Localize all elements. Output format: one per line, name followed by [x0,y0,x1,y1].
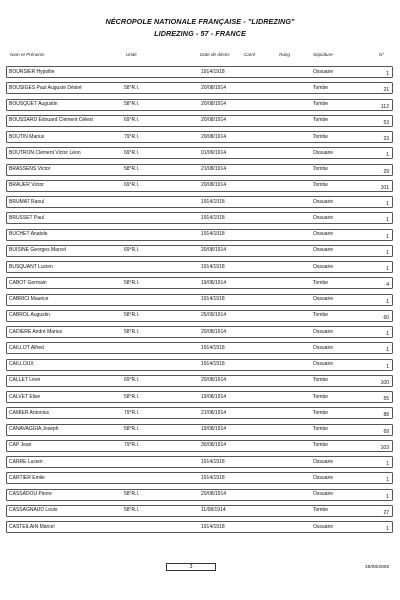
record-name: BUCHET Anatole [9,231,48,237]
record-number: 88 [383,412,389,419]
record-burial-type: Ossuaire [313,231,334,237]
record-unit: 58°R.I. [124,491,140,497]
record-row [0,422,400,438]
record-death-date: 20/08/1914 [201,133,227,140]
record-death-date: 19/08/1914 [201,426,227,432]
record-name: CABROL Augustin [9,312,50,319]
record-name: BOUTIN Marius [9,133,45,140]
record-death-date: 1914/1918 [201,344,225,351]
record-death-date: 1914/1918 [201,523,225,530]
record-death-date: 20/08/1914 [201,491,227,497]
record-row-frame [6,196,393,208]
record-burial-type: Tombe [313,101,329,107]
record-burial-type: Ossuaire [313,296,334,302]
record-row [0,324,400,340]
record-row [0,292,400,308]
record-row-frame [6,310,393,322]
record-burial-type: Ossuaire [313,263,334,270]
record-name: BOUTRON Clément Victor Léon [9,149,81,156]
record-row [0,194,400,210]
record-number: 1 [386,347,389,354]
record-row-frame [6,277,393,289]
page-subtitle: LIDREZING - 57 - FRANCE [154,29,246,38]
record-name: CAMIER Antonius [9,409,50,416]
record-number: 1 [386,363,389,370]
record-row-frame [6,391,393,403]
record-row-frame [6,505,393,517]
record-unit: 58°R.I. [124,84,140,91]
record-name: BRUSSET Paul [9,214,44,221]
record-row [0,357,400,373]
record-burial-type: Tombe [313,166,329,172]
record-row [0,340,400,356]
record-number: 53 [383,119,389,126]
record-number: 1 [386,249,389,256]
record-death-date: 20/08/1914 [201,84,227,91]
record-row [0,97,400,113]
record-row [0,80,400,96]
record-name: CAP Jean [9,442,32,449]
record-death-date: 1914/1918 [201,214,225,221]
record-number: 101 [380,184,389,191]
record-burial-type: Ossuaire [313,149,334,156]
record-burial-type: Ossuaire [313,247,334,254]
record-name: BOURSIER Hypolite [9,68,55,75]
column-header-date: Date de décès [200,52,230,57]
record-unit: 69°R.I. [124,182,140,189]
record-row-frame [6,180,393,192]
record-row [0,405,400,421]
record-burial-type: Tombe [313,393,329,400]
record-unit: 69°R.I. [124,377,140,384]
record-death-date: 1914/1918 [201,474,225,481]
record-unit: 79°R.I. [124,133,140,140]
record-death-date: 1914/1918 [201,68,225,75]
record-unit: 58°R.I. [124,312,140,319]
record-death-date: 1914/1918 [201,263,225,270]
record-burial-type: Tombe [313,279,329,286]
record-row [0,64,400,80]
record-burial-type: Ossuaire [313,198,334,205]
record-row-frame [6,489,393,501]
record-death-date: 1914/1918 [201,231,225,237]
record-name: BUSQUANT Lucien [9,263,53,270]
record-death-date: 20/08/1914 [201,247,227,254]
record-death-date: 1914/1918 [201,361,225,367]
record-name: BRUMAT Raoul [9,198,45,205]
record-burial-type: Ossuaire [313,344,334,351]
record-number: 1 [386,298,389,305]
record-burial-type: Ossuaire [313,491,334,497]
record-number: 29 [383,168,389,175]
record-row [0,389,400,405]
record-burial-type: Tombe [313,442,329,449]
record-row [0,503,400,519]
record-unit: 69°R.I. [124,149,140,156]
record-name: CADIERE André Marius [9,328,63,335]
record-unit: 58°R.I. [124,426,140,432]
record-unit: 58°R.I. [124,507,140,514]
record-name: BRASSENS Victor [9,166,51,172]
column-header-unite: Unité [126,52,137,57]
record-row [0,275,400,291]
record-name: CASSAGNAUD Louis [9,507,58,514]
record-death-date: 30/08/1914 [201,442,227,449]
record-burial-type: Tombe [313,182,329,189]
burial-records-list [0,64,400,535]
record-name: CANAVAGGIA Joseph [9,426,59,432]
record-death-date: 1914/1918 [201,198,225,205]
page-title: NÉCROPOLE NATIONALE FRANÇAISE - "LIDREZING" [105,17,295,26]
record-name: CAILLOUX [9,361,34,367]
record-row-frame [6,359,393,371]
record-burial-type: Ossuaire [313,214,334,221]
record-row [0,210,400,226]
record-death-date: 20/08/1914 [201,182,227,189]
record-burial-type: Ossuaire [313,328,334,335]
record-number: 1 [386,217,389,224]
record-row [0,487,400,503]
record-unit: 58°R.I. [124,166,140,172]
record-burial-type: Ossuaire [313,361,334,367]
record-name: CALVET Elise [9,393,41,400]
record-row-frame [6,342,393,354]
record-number: 1 [386,461,389,467]
record-name: CARRE Lucien [9,458,43,465]
record-name: CASTEILAIN Marcel [9,523,55,530]
record-unit: 58°R.I. [124,279,140,286]
record-name: CALLET Léon [9,377,41,384]
record-number: 100 [380,379,389,386]
record-row [0,470,400,486]
record-row [0,243,400,259]
record-number: 1 [386,152,389,159]
record-row-frame [6,521,393,533]
record-number: 55 [383,396,389,402]
record-name: CABRICI Maurice [9,296,49,302]
print-date: 28/08/2008 [364,565,389,570]
record-row-frame [6,212,393,224]
record-row [0,129,400,145]
record-row-frame [6,66,393,78]
record-death-date: 19/08/1914 [201,279,227,286]
record-row-frame [6,456,393,468]
record-death-date: 20/08/1914 [201,101,227,107]
record-row [0,113,400,129]
record-burial-type: Tombe [313,507,329,514]
record-burial-type: Tombe [313,133,329,140]
record-number: 27 [383,509,389,516]
record-death-date: 19/08/1914 [201,393,227,400]
record-row-frame [6,326,393,338]
record-number: 23 [383,136,389,142]
record-name: CABOT Germain [9,279,47,286]
record-death-date: 25/09/1914 [201,312,227,319]
record-number: 1 [386,233,389,240]
record-row-frame [6,229,393,241]
record-row-frame [6,99,393,111]
record-number: 1 [386,266,389,272]
record-name: BUISINE Georges Marcel [9,247,66,254]
record-death-date: 1914/1918 [201,296,225,302]
record-name: CARTIER Emile [9,474,45,481]
record-row [0,373,400,389]
record-unit: 58°R.I. [124,101,140,107]
record-burial-type: Tombe [313,377,329,384]
column-header-row [0,52,400,62]
record-number: 1 [386,477,389,484]
record-number: 1 [386,526,389,532]
record-name: CAILLOT Alfred [9,344,44,351]
record-row-frame [6,472,393,484]
record-burial-type: Tombe [313,409,329,416]
record-row-frame [6,440,393,452]
page-number: 3 [189,564,193,570]
record-number: 60 [383,314,389,321]
record-row [0,519,400,535]
page-number-box [166,563,216,571]
record-row-frame [6,424,393,436]
record-unit: 69°R.I. [124,247,140,254]
record-unit: 79°R.I. [124,409,140,416]
record-death-date: 20/08/1914 [201,117,227,124]
record-number: 1 [386,201,389,207]
record-number: 21 [383,87,389,94]
record-row [0,438,400,454]
record-burial-type: Tombe [313,84,329,91]
record-row [0,259,400,275]
record-burial-type: Tombe [313,312,329,319]
record-row-frame [6,407,393,419]
column-header-numero: N° [379,52,385,57]
record-row [0,227,400,243]
record-name: BRAUER Victor [9,182,44,189]
record-row-frame [6,131,393,143]
record-name: CASSADOU Pierre [9,491,52,497]
record-number: 112 [381,103,389,110]
record-death-date: 1914/1918 [201,458,225,465]
record-row-frame [6,375,393,387]
record-row [0,162,400,178]
record-row [0,454,400,470]
record-number: 69 [383,428,389,435]
column-header-nom: Nom et Prénoms [10,52,45,57]
record-burial-type: Ossuaire [313,458,334,465]
record-unit: 58°R.I. [124,393,140,400]
record-name: BOUSIGES Paul Auguste Désiré [9,84,82,91]
record-number: 103 [380,444,389,451]
record-number: 4 [386,282,389,289]
record-row [0,178,400,194]
record-row-frame [6,164,393,176]
record-death-date: 11/08/1914 [201,507,226,514]
record-burial-type: Tombe [313,426,329,432]
record-death-date: 20/08/1914 [201,377,227,384]
record-death-date: 01/09/1914 [201,149,227,156]
record-row-frame [6,294,393,306]
record-unit: 79°R.I. [124,442,140,449]
record-number: 1 [386,493,389,500]
record-burial-type: Ossuaire [313,68,334,75]
record-row [0,145,400,161]
record-row-frame [6,261,393,273]
column-header-sepulture: Sépulture [313,52,333,57]
record-row [0,308,400,324]
record-name: BOUSQUET Augustin [9,101,58,107]
record-unit: 69°R.I. [124,117,140,124]
record-number: 1 [386,331,389,337]
record-burial-type: Ossuaire [313,523,334,530]
record-unit: 58°R.I. [124,328,140,335]
record-burial-type: Tombe [313,117,329,124]
column-header-rang: Rang [279,52,290,57]
record-number: 1 [386,71,389,77]
column-header-carre: Carré [244,52,256,57]
record-death-date: 21/08/1914 [201,166,227,172]
record-name: BOUSSARD Edouard Clément Célest [9,117,93,124]
record-death-date: 21/08/1914 [201,409,227,416]
record-burial-type: Ossuaire [313,474,334,481]
record-death-date: 20/08/1914 [201,328,227,335]
